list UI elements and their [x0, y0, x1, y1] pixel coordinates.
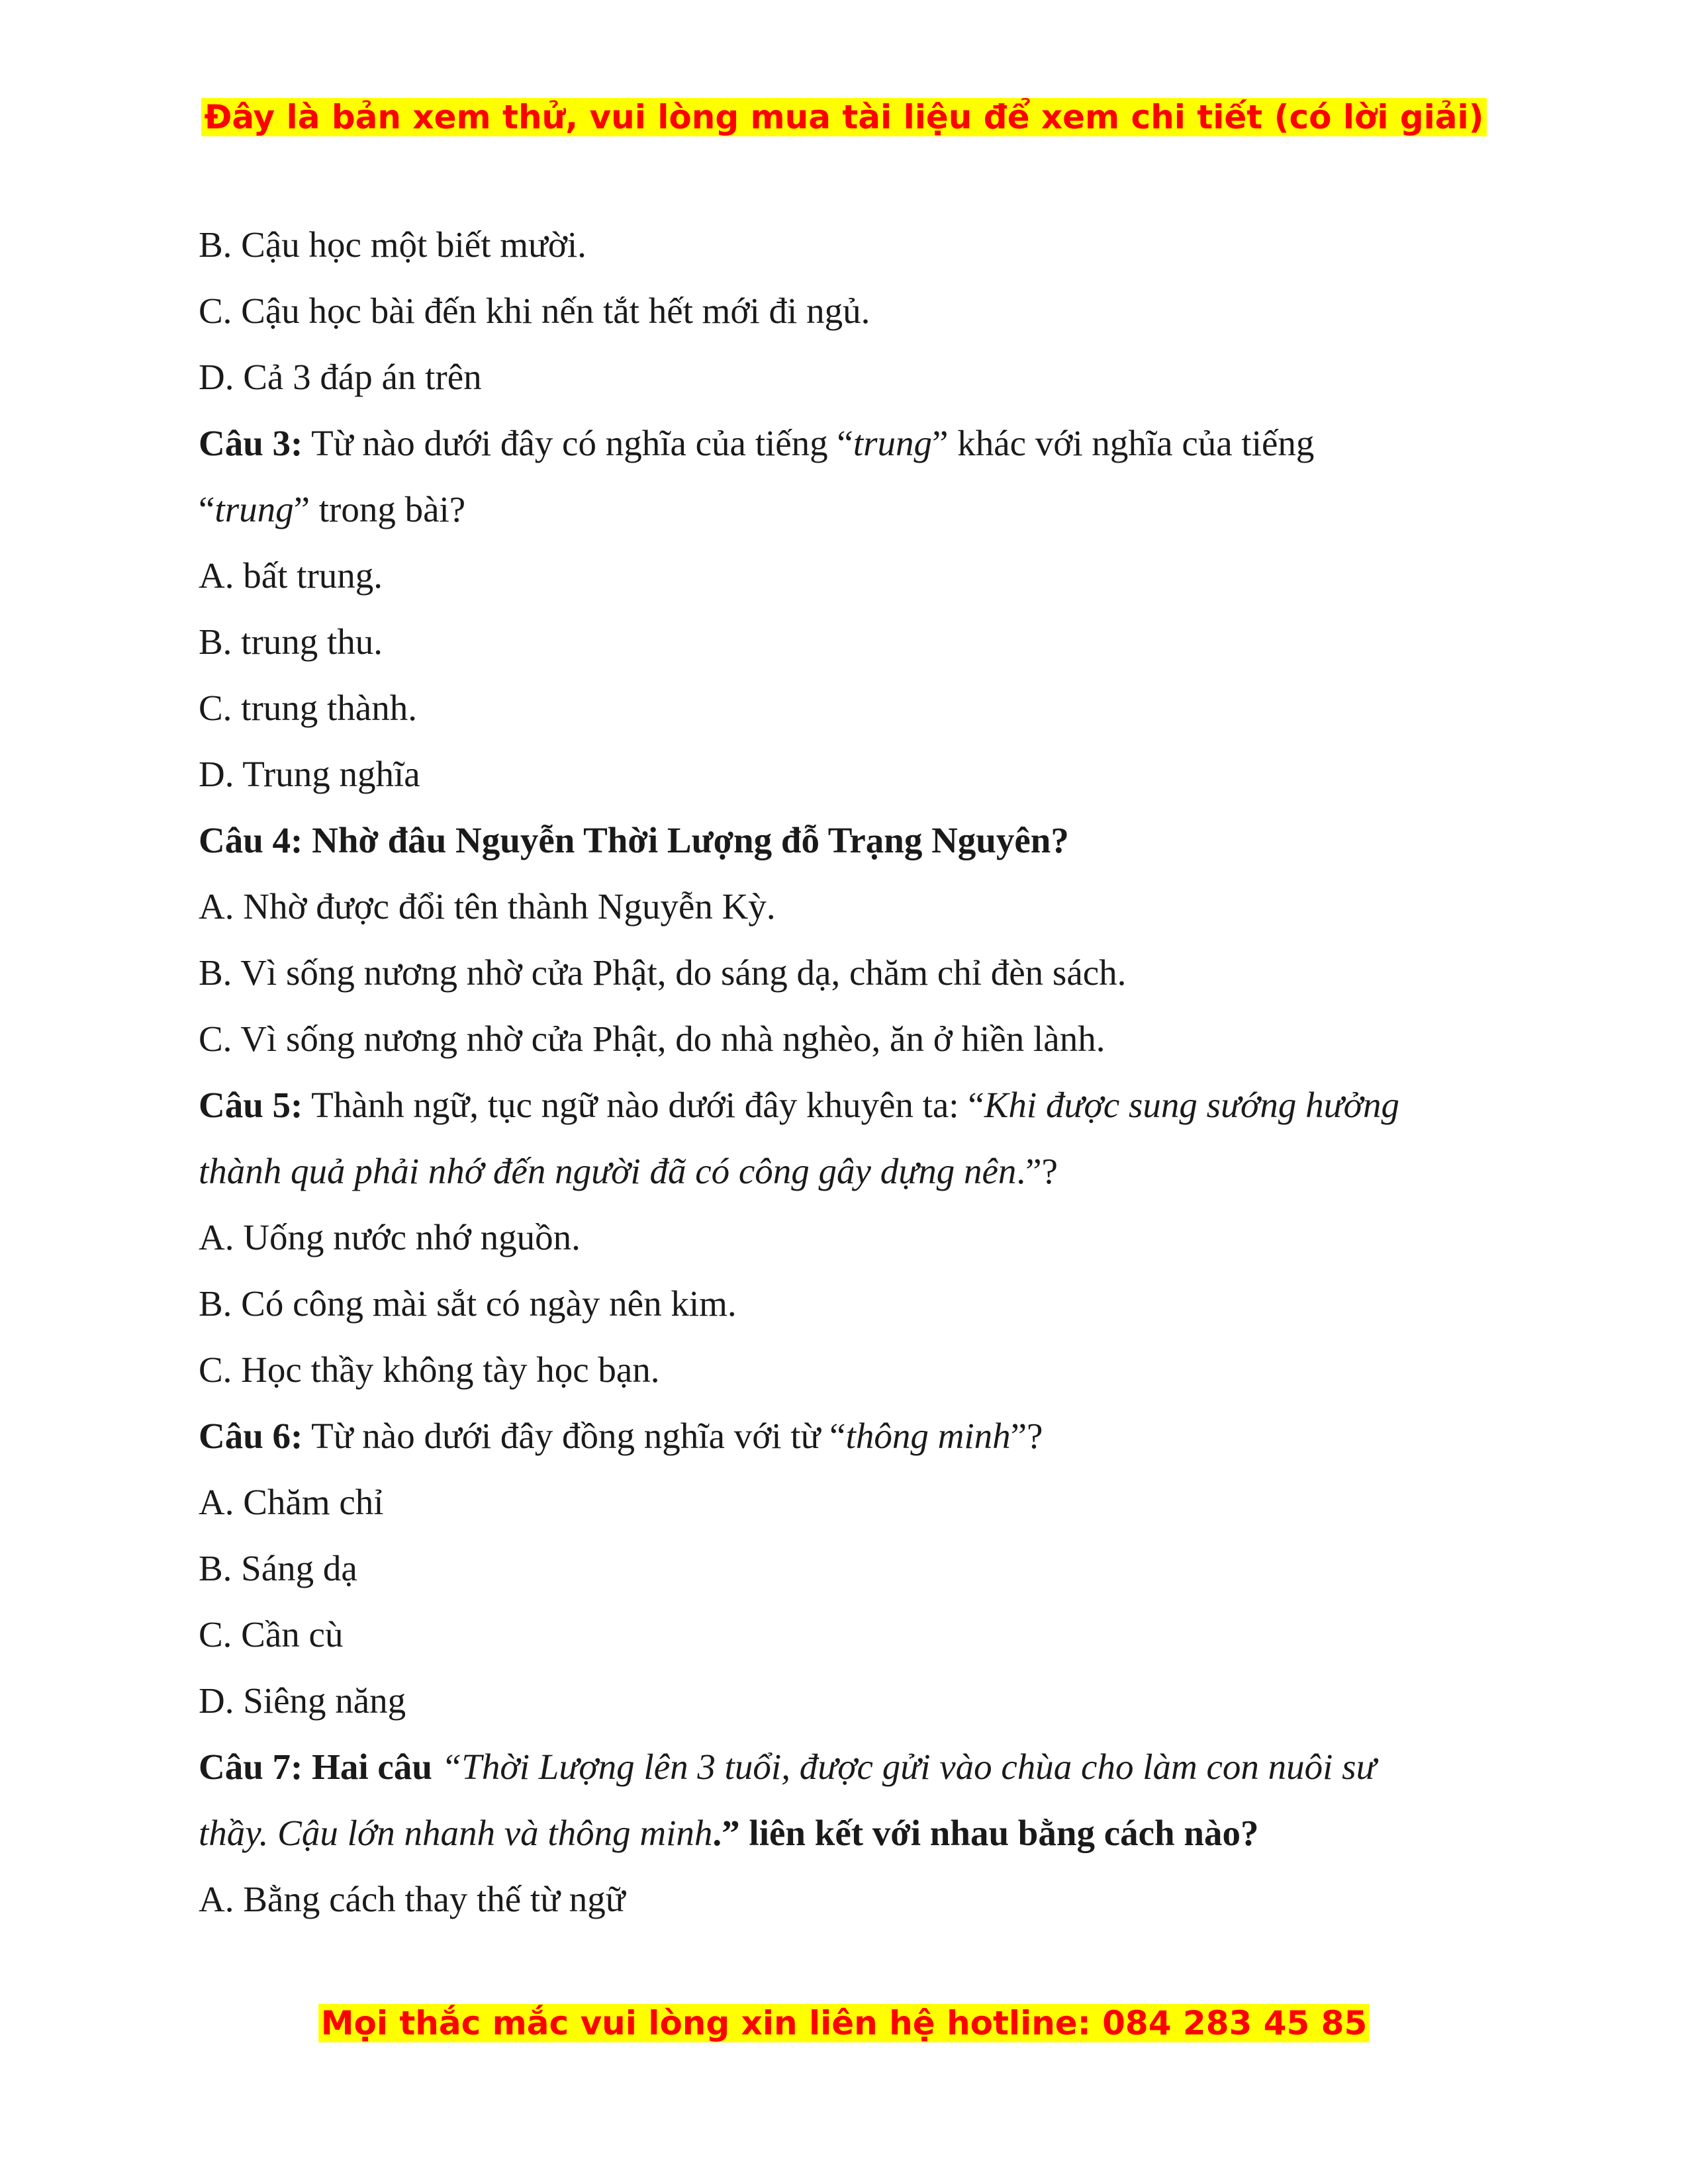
- q6-text-1: Từ nào dưới đây đồng nghĩa với từ “: [303, 1416, 846, 1456]
- q3-question-line-1: [199, 417, 1509, 483]
- q3-italic-2: trung: [214, 489, 294, 529]
- q7-option-a: A. Bằng cách thay thế từ ngữ: [199, 1879, 626, 1919]
- q3-text-3: “: [199, 489, 215, 529]
- q5-italic-1: Khi được sung sướng hưởng: [984, 1085, 1399, 1125]
- q7-bold-tail: .” liên kết với nhau bằng cách nào?: [712, 1813, 1259, 1853]
- preview-notice-banner: [0, 96, 1688, 138]
- q6-option-b: B. Sáng dạ: [199, 1548, 357, 1588]
- q3-italic-1: trung: [853, 423, 933, 463]
- hotline-text: Mọi thắc mắc vui lòng xin liên hệ hotline: 084 283 45 85: [318, 2004, 1370, 2042]
- q4-option-a: A. Nhờ được đổi tên thành Nguyễn Kỳ.: [199, 886, 776, 927]
- document-body: [199, 218, 1509, 1939]
- q2-option-c: C. Cậu học bài đến khi nến tắt hết mới đi ngủ.: [199, 291, 870, 331]
- q2-option-b: B. Cậu học một biết mười.: [199, 224, 586, 265]
- q3-text-1: Từ nào dưới đây có nghĩa của tiếng “: [303, 423, 853, 463]
- q5-text-2: .”?: [1016, 1151, 1058, 1191]
- q3-option-c: C. trung thành.: [199, 688, 417, 728]
- q2-option-d: D. Cả 3 đáp án trên: [199, 357, 482, 397]
- q6-option-c: C. Cần cù: [199, 1614, 344, 1655]
- q7-question-line-1: [199, 1741, 1509, 1807]
- q5-option-c: C. Học thầy không tày học bạn.: [199, 1349, 660, 1390]
- q3-question-line-2: [199, 483, 1509, 549]
- hotline-banner: [0, 2002, 1688, 2044]
- q5-question-line-1: [199, 1079, 1509, 1145]
- q5-question-line-2: [199, 1145, 1509, 1211]
- q7-italic-1: “Thời Lượng lên 3 tuổi, được gửi vào chùa cho làm con nuôi sư: [432, 1747, 1376, 1787]
- q6-question: [199, 1410, 1509, 1476]
- q3-label: Câu 3:: [199, 423, 303, 463]
- q5-italic-2: thành quả phải nhớ đến người đã có công gây dựng nên: [199, 1151, 1017, 1191]
- q6-text-2: ”?: [1010, 1416, 1043, 1456]
- q4-question: [199, 814, 1509, 880]
- q5-option-a: A. Uống nước nhớ nguồn.: [199, 1217, 581, 1257]
- q6-label: Câu 6:: [199, 1416, 303, 1456]
- q7-label: Câu 7: Hai câu: [199, 1747, 432, 1787]
- q5-label: Câu 5:: [199, 1085, 303, 1125]
- q3-text-2: ” khác với nghĩa của tiếng: [932, 423, 1315, 463]
- q3-option-d: D. Trung nghĩa: [199, 754, 420, 794]
- q7-italic-2: thầy. Cậu lớn nhanh và thông minh: [199, 1813, 713, 1853]
- q5-option-b: B. Có công mài sắt có ngày nên kim.: [199, 1283, 737, 1324]
- q3-option-a: A. bất trung.: [199, 555, 383, 596]
- q4-question-text: Câu 4: Nhờ đâu Nguyễn Thời Lượng đỗ Trạng Nguyên?: [199, 820, 1069, 860]
- q4-option-b: B. Vì sống nương nhờ cửa Phật, do sáng dạ, chăm chỉ đèn sách.: [199, 952, 1127, 993]
- q4-option-c: C. Vì sống nương nhờ cửa Phật, do nhà nghèo, ăn ở hiền lành.: [199, 1019, 1105, 1059]
- q3-text-4: ” trong bài?: [293, 489, 466, 529]
- q5-text-1: Thành ngữ, tục ngữ nào dưới đây khuyên ta: “: [303, 1085, 984, 1125]
- preview-notice-text: Đây là bản xem thử, vui lòng mua tài liệu để xem chi tiết (có lời giải): [201, 98, 1486, 136]
- q3-option-b: B. trung thu.: [199, 621, 383, 662]
- q6-option-d: D. Siêng năng: [199, 1680, 406, 1721]
- q7-question-line-2: [199, 1807, 1509, 1873]
- q6-option-a: A. Chăm chỉ: [199, 1482, 384, 1522]
- q6-italic-1: thông minh: [845, 1416, 1011, 1456]
